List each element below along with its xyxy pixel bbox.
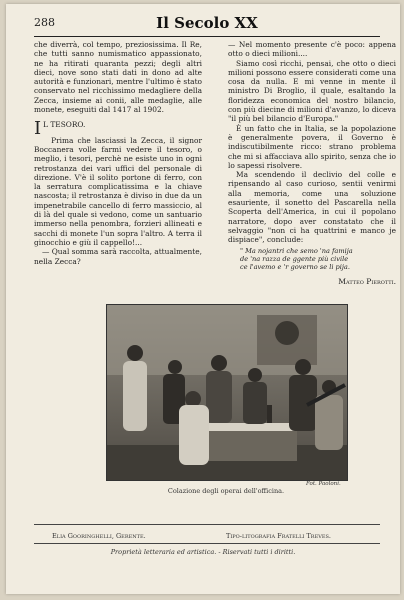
publication-title: Il Secolo XX <box>156 14 258 32</box>
photo-caption: Colazione degli operai dell'officina. <box>167 487 285 495</box>
verse-line-2: de 'na razza de ggente più civile <box>240 254 349 263</box>
footer-editor: Elia Gooringhelli, Gerente. <box>52 532 146 540</box>
left-column <box>34 40 202 266</box>
right-paragraph-1: — Nel momento presente c'è poco: appena otto o dieci milioni.... <box>228 40 396 59</box>
page-number: 288 <box>34 16 55 29</box>
author-signature: Matteo Pierotti. <box>338 276 396 286</box>
verse-line-1: " Ma nojantri che semo 'na famija <box>240 246 353 255</box>
section-dropcap: I <box>34 118 42 140</box>
right-column <box>228 40 396 286</box>
left-paragraph-1: Prima che lasciassi la Zecca, il signor Boccanera volle farmi vedere il tesoro, o meglio, i tesori, perchè ne esiste uno in ogni retrostanza dei vari uffici del personale di direzione. V'è il solito portone di ferro, con la serratura complicatissima e la chiave nascosta; il retrostanza è diviso in due da un impenetrabile cancello di ferro massiccio, al di là del quale si vedono, come un santuario immerso nella penombra, forzieri allineati e sacchi di monete l'un sopra l'altro. A terra il ginocchio e giù il cappello!... <box>34 135 202 247</box>
section-title: L TESORO. <box>43 120 86 130</box>
verse <box>228 247 396 271</box>
page-header <box>34 14 380 37</box>
footer-rule-top <box>34 524 380 525</box>
verse-line-3: ce l'avemo e 'r governo se li pija. <box>240 262 350 271</box>
section-heading <box>34 118 202 140</box>
right-paragraph-4: Ma scendendo il declivio del colle e ripensando al caso curioso, sentii venirmi alla memoria, come una soluzione esauriente, il sonetto del Pascarella nella Scoperta dell'America, in cui il popolano narratore, dopo aver constatato che il selvaggio "non ci ha quattrini e manco je dispiace", conclude: <box>228 170 396 245</box>
page <box>6 4 400 594</box>
photo-illustration <box>107 305 347 480</box>
right-paragraph-3: È un fatto che in Italia, se la popolazione è generalmente povera, il Governo è indiscutibilmente ricco: strano problema che mi si affacciava allo spirito, senza che io lo sapessi risolvere. <box>228 123 396 170</box>
photo-credit: Fot. Paoloni. <box>306 481 341 487</box>
right-paragraph-2: Siamo così ricchi, pensai, che otto o dieci milioni possono essere considerati come una cosa da nulla. E mi venne in mente il ministro Di Broglio, il quale, esaltando la floridezza economica del nostro bilancio, con più diecine di milioni d'avanzo, lo diceva "il più bel bilancio d'Europa." <box>228 58 396 124</box>
left-paragraph-2: — Qual somma sarà raccolta, attualmente, nella Zecca? <box>34 247 202 266</box>
rights-notice: Proprietà letteraria ed artistica. - Riservati tutti i diritti. <box>110 548 296 556</box>
left-intro-paragraph: che diverrà, col tempo, preziosissima. Il Re, che tutti sanno numismatico appassionato, ne ha ritirati quaranta pezzi; degli altri dieci, nove sono stati dati in dono ad alte autorità e funzionari, mentre l'ultimo è stato conservato nel ricchissimo medagliere della Zecca, insieme ai conii, alle medaglie, alle monete, eseguiti dal 1417 al 1902. <box>34 40 202 115</box>
footer-rule-bottom <box>34 543 380 544</box>
workers-photo <box>106 304 348 481</box>
footer-printer: Tipo-litografia Fratelli Treves. <box>226 532 331 540</box>
